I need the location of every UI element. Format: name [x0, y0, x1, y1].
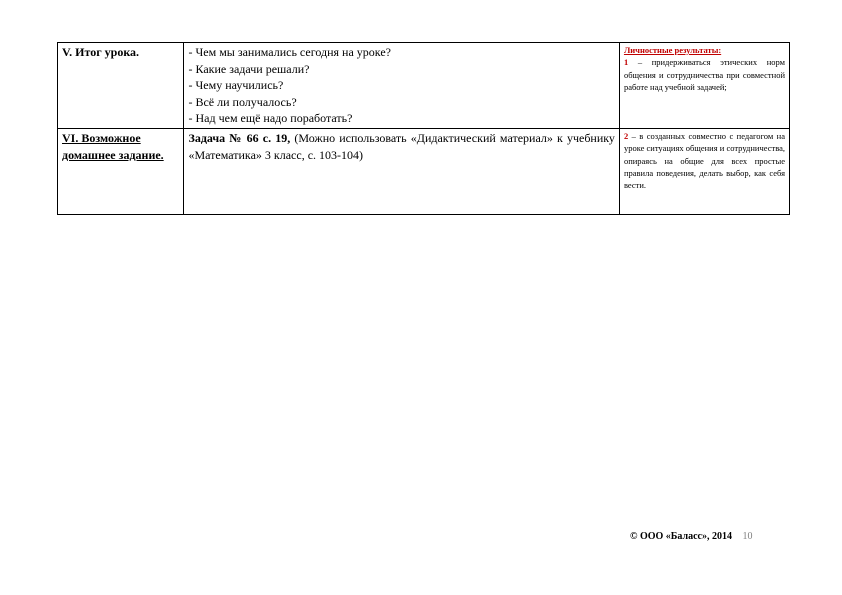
lesson-plan-table — [57, 42, 790, 215]
result-item-number: 2 — [623, 131, 629, 141]
results-heading: Личностные результаты: — [623, 45, 722, 55]
copyright-text: © ООО «Баласс», 2014 — [630, 531, 732, 542]
homework-note: (Можно использовать «Дидактический материал» к учебнику «Математика» 3 класс, с. 103-104) — [188, 131, 615, 162]
page-footer — [630, 531, 753, 542]
results-cell — [619, 129, 789, 215]
stage-title: VI. Возможное домашнее задание. — [62, 131, 164, 162]
question-line: - Чем мы занимались сегодня на уроке? — [188, 45, 391, 59]
content-cell — [184, 43, 619, 129]
stage-title: V. Итог урока. — [62, 45, 140, 59]
question-line: - Чему научились? — [188, 78, 284, 93]
table-row — [58, 43, 790, 129]
homework-cell — [184, 129, 619, 215]
homework-task-ref: Задача № 66 с. 19, — [188, 131, 291, 145]
result-item-text: – придерживаться этических норм общения и сотрудничества при совместной работе над учебной задачей; — [623, 57, 785, 92]
stage-cell — [58, 129, 184, 215]
table-row — [58, 129, 790, 215]
results-cell — [619, 43, 789, 129]
result-item-text: – в созданных совместно с педагогом на уроке ситуациях общения и сотрудничества, опираясь на общие для всех простые правила поведения, делать выбор, как себя вести. — [623, 131, 785, 191]
page-number: 10 — [742, 531, 753, 542]
stage-cell — [58, 43, 184, 129]
question-line: - Всё ли получалось? — [188, 94, 297, 109]
result-item-number: 1 — [623, 57, 629, 68]
question-line: - Над чем ещё надо поработать? — [188, 111, 353, 126]
question-line: - Какие задачи решали? — [188, 61, 310, 76]
